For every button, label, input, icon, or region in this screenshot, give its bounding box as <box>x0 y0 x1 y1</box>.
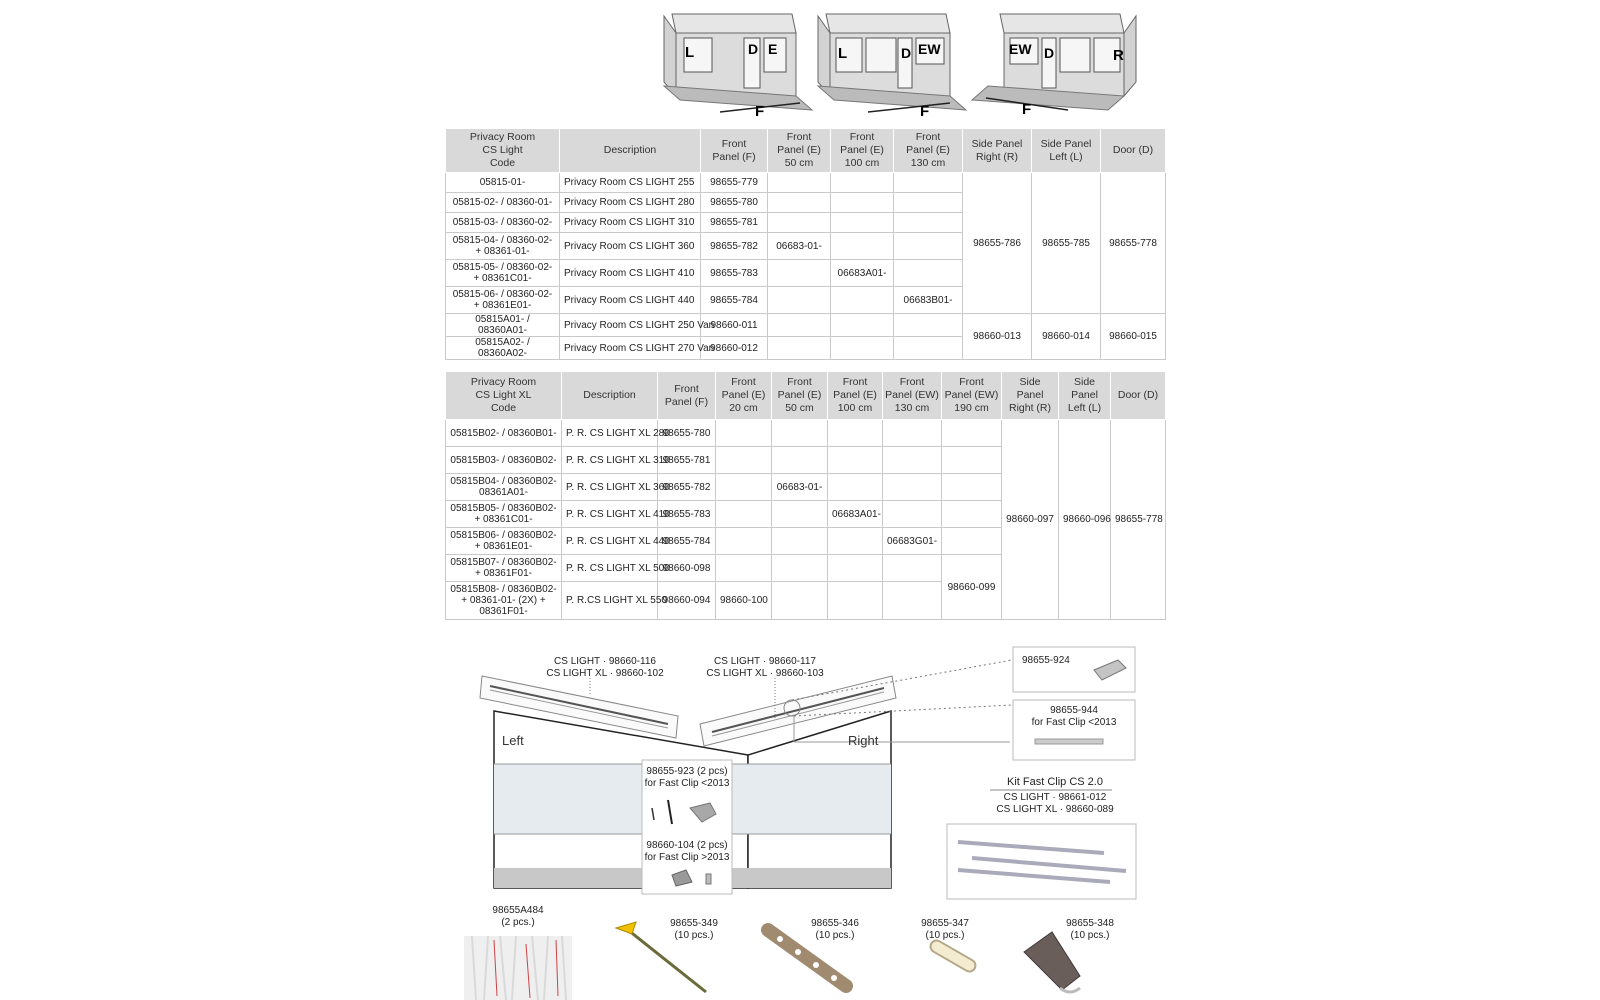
code-cell: 05815B02- / 08360B01- <box>446 420 562 447</box>
table1-header: Front Panel (F) <box>701 129 768 173</box>
part-347-label-line1: 98655-347 <box>921 918 969 929</box>
part-347-label <box>905 918 985 942</box>
part-349-label-line1: 98655-349 <box>670 918 718 929</box>
description-cell: Privacy Room CS LIGHT 440 <box>560 287 701 314</box>
config2-door-letter: D <box>901 45 912 61</box>
part-104-label <box>637 840 737 864</box>
door-cell: 98660-015 <box>1101 314 1166 360</box>
part-348-label <box>1050 918 1130 942</box>
e50-cell: 06683-01- <box>768 233 831 260</box>
config2-extra-letter: EW <box>918 41 941 57</box>
kit-fast-clip-box <box>947 824 1136 899</box>
description-cell: P. R. CS LIGHT XL 500 <box>562 555 658 582</box>
config1-left-letter: L <box>685 44 695 61</box>
table2-header: Front Panel (E) 20 cm <box>716 372 772 420</box>
part-349-label <box>654 918 734 942</box>
front-panel-cell: 98655-782 <box>701 233 768 260</box>
part-348-label-line2: (10 pcs.) <box>1070 930 1110 941</box>
part-349-label-line2: (10 pcs.) <box>674 930 714 941</box>
right-rail-label-line1: CS LIGHT · 98660-117 <box>714 656 816 667</box>
part-a484-label-line1: 98655A484 <box>492 905 544 916</box>
code-cell: 05815-05- / 08360-02- + 08361C01- <box>446 260 560 287</box>
table1-header: Description <box>560 129 701 173</box>
config2-left-letter: L <box>838 45 848 62</box>
front-panel-cell: 98655-781 <box>701 213 768 233</box>
right-rail-label-line2: CS LIGHT XL · 98660-103 <box>706 668 824 679</box>
front-panel-cell: 98655-784 <box>701 287 768 314</box>
description-cell: P. R. CS LIGHT XL 360 <box>562 474 658 501</box>
code-cell: 05815B07- / 08360B02- + 08361F01- <box>446 555 562 582</box>
description-cell: Privacy Room CS LIGHT 310 <box>560 213 701 233</box>
table1-header: Privacy Room CS Light Code <box>446 129 560 173</box>
part-923-label-line1: 98655-923 (2 pcs) <box>646 766 728 777</box>
table1-header: Side Panel Left (L) <box>1032 129 1101 173</box>
kit-fast-clip-label <box>960 776 1150 816</box>
part-347-label-line2: (10 pcs.) <box>925 930 965 941</box>
front-panel-cell: 98655-783 <box>658 501 716 528</box>
left-side-label: Left <box>502 733 524 748</box>
code-cell: 05815B03- / 08360B02- <box>446 447 562 474</box>
code-cell: 05815B05- / 08360B02- + 08361C01- <box>446 501 562 528</box>
table2-header: Side Panel Left (L) <box>1059 372 1111 420</box>
table2-header: Front Panel (EW) 130 cm <box>883 372 942 420</box>
table1-header: Front Panel (E) 130 cm <box>894 129 963 173</box>
table2-header: Description <box>562 372 658 420</box>
part-944-label-line2: for Fast Clip <2013 <box>1031 717 1117 728</box>
table2-header: Front Panel (F) <box>658 372 716 420</box>
front-panel-cell: 98660-011 <box>701 314 768 337</box>
description-cell: Privacy Room CS LIGHT 360 <box>560 233 701 260</box>
description-cell: P. R. CS LIGHT XL 280 <box>562 420 658 447</box>
description-cell: P. R.CS LIGHT XL 550 <box>562 582 658 620</box>
front-panel-cell: 98655-782 <box>658 474 716 501</box>
part-944-label <box>1013 705 1135 729</box>
config3-extra-letter: EW <box>1009 41 1032 57</box>
front-panel-cell: 98660-098 <box>658 555 716 582</box>
code-cell: 05815-06- / 08360-02- + 08361E01- <box>446 287 560 314</box>
part-348-label-line1: 98655-348 <box>1066 918 1114 929</box>
part-104-label-line2: for Fast Clip >2013 <box>644 852 730 863</box>
kit-fast-clip-line2: CS LIGHT XL · 98660-089 <box>996 804 1114 815</box>
right-side-label: Right <box>848 733 879 748</box>
table2-header: Front Panel (E) 100 cm <box>828 372 883 420</box>
code-cell: 05815-02- / 08360-01- <box>446 193 560 213</box>
part-a484-label <box>478 905 558 929</box>
part-346-label-line1: 98655-346 <box>811 918 859 929</box>
table1-header: Door (D) <box>1101 129 1166 173</box>
left-rail-label-line2: CS LIGHT XL · 98660-102 <box>546 668 664 679</box>
table1-header: Front Panel (E) 50 cm <box>768 129 831 173</box>
table1-header: Front Panel (E) 100 cm <box>831 129 894 173</box>
front-panel-cell: 98655-780 <box>701 193 768 213</box>
code-cell: 05815B06- / 08360B02- + 08361E01- <box>446 528 562 555</box>
config1-door-letter: D <box>748 41 759 57</box>
side-right-cell: 98655-786 <box>963 173 1032 314</box>
side-left-cell: 98660-096 <box>1059 420 1111 620</box>
table1-header: Side Panel Right (R) <box>963 129 1032 173</box>
code-cell: 05815A02- / 08360A02- <box>446 337 560 360</box>
front-panel-cell: 98655-784 <box>658 528 716 555</box>
description-cell: P. R. CS LIGHT XL 310 <box>562 447 658 474</box>
description-cell: Privacy Room CS LIGHT 410 <box>560 260 701 287</box>
ew130-cell: 06683G01- <box>883 528 942 555</box>
description-cell: P. R. CS LIGHT XL 440 <box>562 528 658 555</box>
door-cell: 98655-778 <box>1101 173 1166 314</box>
part-923-label-line2: for Fast Clip <2013 <box>644 778 730 789</box>
part-a484-label-line2: (2 pcs.) <box>501 917 535 928</box>
description-cell: Privacy Room CS LIGHT 255 <box>560 173 701 193</box>
table2-header: Front Panel (E) 50 cm <box>772 372 828 420</box>
front-panel-cell: 98655-781 <box>658 447 716 474</box>
door-cell: 98655-778 <box>1111 420 1166 620</box>
part-346-label-line2: (10 pcs.) <box>815 930 855 941</box>
part-104-label-line1: 98660-104 (2 pcs) <box>646 840 728 851</box>
e100-cell: 06683A01- <box>831 260 894 287</box>
front-panel-cell: 98655-783 <box>701 260 768 287</box>
part-944-label-line1: 98655-944 <box>1050 705 1098 716</box>
config3-front-letter: F <box>1022 101 1032 118</box>
side-left-cell: 98660-014 <box>1032 314 1101 360</box>
kit-fast-clip-line1: CS LIGHT · 98661-012 <box>1003 792 1107 803</box>
kit-fast-clip-title: Kit Fast Clip CS 2.0 <box>1007 776 1103 788</box>
table2-header: Privacy Room CS Light XL Code <box>446 372 562 420</box>
table2-header: Door (D) <box>1111 372 1166 420</box>
config2-front-letter: F <box>920 103 930 120</box>
code-cell: 05815-03- / 08360-02- <box>446 213 560 233</box>
config3-door-letter: D <box>1044 45 1055 61</box>
description-cell: P. R. CS LIGHT XL 410 <box>562 501 658 528</box>
front-panel-cell: 98660-094 <box>658 582 716 620</box>
part-923-label <box>637 766 737 790</box>
code-cell: 05815B08- / 08360B02- + 08361-01- (2X) + 08361F01- <box>446 582 562 620</box>
description-cell: Privacy Room CS LIGHT 250 Van <box>560 314 701 337</box>
code-cell: 05815A01- / 08360A01- <box>446 314 560 337</box>
ew190-cell: 98660-099 <box>942 555 1002 620</box>
config3-right-letter: R <box>1113 47 1124 64</box>
rubber-ring-image <box>928 938 977 973</box>
part-346-label <box>795 918 875 942</box>
front-panel-cell: 98660-012 <box>701 337 768 360</box>
left-rail-label <box>540 656 670 680</box>
code-cell: 05815B04- / 08360B02-08361A01- <box>446 474 562 501</box>
right-rail-label <box>700 656 830 680</box>
e100-cell: 06683A01- <box>828 501 883 528</box>
config1-front-letter: F <box>755 103 765 120</box>
part-924-label: 98655-924 <box>1022 655 1070 666</box>
description-cell: Privacy Room CS LIGHT 270 Van <box>560 337 701 360</box>
left-rail-label-line1: CS LIGHT · 98660-116 <box>554 656 656 667</box>
front-panel-cell: 98655-779 <box>701 173 768 193</box>
side-right-cell: 98660-013 <box>963 314 1032 360</box>
table2-header: Side Panel Right (R) <box>1002 372 1059 420</box>
e20-cell: 98660-100 <box>716 582 772 620</box>
config1-extra-letter: E <box>768 41 778 57</box>
e50-cell: 06683-01- <box>772 474 828 501</box>
code-cell: 05815-01- <box>446 173 560 193</box>
description-cell: Privacy Room CS LIGHT 280 <box>560 193 701 213</box>
front-panel-cell: 98655-780 <box>658 420 716 447</box>
table2-header: Front Panel (EW) 190 cm <box>942 372 1002 420</box>
e130-cell: 06683B01- <box>894 287 963 314</box>
code-cell: 05815-04- / 08360-02- + 08361-01- <box>446 233 560 260</box>
side-right-cell: 98660-097 <box>1002 420 1059 620</box>
side-left-cell: 98655-785 <box>1032 173 1101 314</box>
